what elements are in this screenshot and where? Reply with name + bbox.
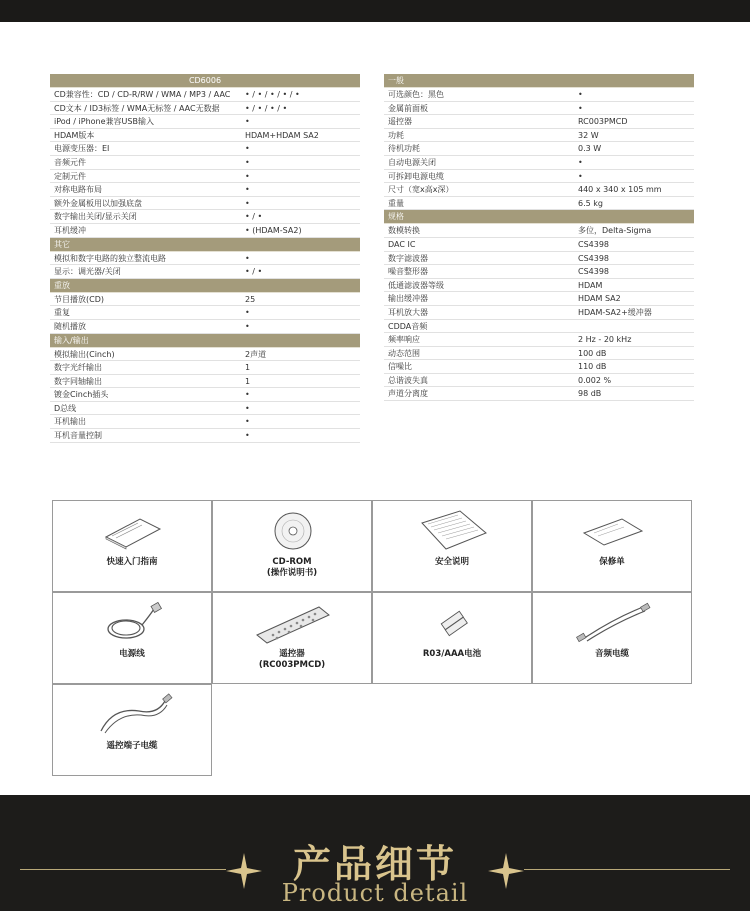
spec-label: iPod / iPhone兼容USB输入	[54, 117, 154, 127]
spec-value: 98 dB	[578, 389, 602, 399]
spec-row	[50, 415, 360, 429]
spec-row	[50, 402, 360, 416]
spec-label: 额外金属板用以加强底盘	[54, 198, 142, 208]
spec-label: 耳机输出	[54, 417, 86, 427]
spec-label: 信噪比	[388, 362, 412, 372]
remote-control-icon	[253, 601, 333, 645]
spec-value: • / •	[245, 267, 263, 277]
spec-value: 110 dB	[578, 362, 607, 372]
spec-row	[384, 333, 694, 347]
spec-row	[384, 265, 694, 279]
spec-row	[384, 102, 694, 116]
spec-table-left	[50, 74, 360, 443]
spec-label: 可选颜色：黑色	[388, 90, 444, 99]
spec-label: D总线	[54, 403, 77, 413]
spec-row	[50, 102, 360, 116]
spec-value: RC003PMCD	[578, 117, 628, 127]
spec-label: 数字光纤输出	[54, 363, 102, 373]
spec-value: 0.3 W	[578, 144, 602, 154]
spec-label: 节目播放(CD)	[54, 294, 104, 304]
spec-value: HDAM+HDAM SA2	[245, 130, 319, 140]
spec-row	[384, 224, 694, 238]
spec-value: CS4398	[578, 239, 610, 249]
spec-value: 25	[245, 294, 256, 304]
spec-label: 电源变压器：EI	[54, 144, 110, 154]
spec-label: 模拟和数字电路的独立整流电路	[54, 253, 166, 263]
spec-value: 1	[245, 363, 251, 373]
accessory-cell	[372, 592, 532, 684]
spec-row	[384, 306, 694, 320]
spec-label: CD文本 / ID3标签 / WMA无标签 / AAC无数据	[54, 103, 220, 113]
spec-value: •	[245, 253, 250, 263]
spec-row	[384, 183, 694, 197]
spec-row	[50, 129, 360, 143]
spec-row	[384, 156, 694, 170]
accessory-label: CD-ROM (操作说明书)	[266, 557, 318, 578]
spec-value: •	[245, 431, 250, 441]
banner-title: 产品细节	[292, 842, 457, 886]
accessory-cell	[212, 500, 372, 592]
spec-row	[50, 293, 360, 307]
spec-value: •	[245, 198, 250, 208]
accessories-grid	[52, 500, 692, 776]
spec-row	[50, 306, 360, 320]
spec-label: 低通滤波器等级	[388, 280, 444, 290]
spec-row	[50, 115, 360, 129]
spec-label: 显示：调光器/关闭	[54, 267, 121, 277]
spec-row	[50, 224, 360, 238]
rows-other	[50, 252, 360, 279]
spec-label: 声道分离度	[388, 389, 428, 399]
spec-label: 耳机缓冲	[54, 225, 86, 235]
spec-label: 数字滤波器	[388, 253, 428, 263]
rows-playback	[50, 293, 360, 334]
spec-value: •	[245, 171, 250, 181]
spec-row	[50, 388, 360, 402]
spec-label: 音频元件	[54, 157, 86, 167]
top-dark-band	[0, 0, 750, 22]
rows-io	[50, 348, 360, 443]
spec-row	[384, 129, 694, 143]
section-header-specs: 规格	[384, 210, 694, 224]
accessory-label: R03/AAA电池	[422, 649, 482, 659]
power-cord-icon	[93, 601, 173, 645]
spec-row	[384, 252, 694, 266]
spec-label: 耳机放大器	[388, 307, 428, 317]
spec-label: 数模转换	[388, 226, 420, 236]
spec-value: • / • / • / •	[245, 103, 288, 113]
accessory-label: 遥控端子电缆	[106, 741, 158, 751]
product-detail-banner	[0, 795, 750, 911]
spec-label: 尺寸（宽x高x深）	[388, 185, 454, 195]
spec-value: •	[578, 90, 583, 99]
spec-label: 模拟输出(Cinch)	[54, 349, 115, 359]
spec-row	[384, 197, 694, 211]
spec-row	[384, 292, 694, 306]
spec-label: CD兼容性：CD / CD-R/RW / WMA / MP3 / AAC	[54, 90, 231, 99]
spec-label: 自动电源关闭	[388, 157, 436, 167]
spec-value: CS4398	[578, 253, 610, 263]
spec-row	[50, 252, 360, 266]
spec-value: HDAM SA2	[578, 294, 621, 304]
section-header-general: 一般	[384, 74, 694, 88]
spec-row	[384, 320, 694, 334]
section-header-io: 输入/输出	[50, 334, 360, 348]
spec-value: •	[245, 157, 250, 167]
spec-row	[50, 429, 360, 443]
spec-value: HDAM-SA2+缓冲器	[578, 307, 652, 317]
accessory-cell	[52, 684, 212, 776]
spec-value: 0.002 %	[578, 375, 612, 385]
accessory-cell	[52, 592, 212, 684]
accessory-label: 安全说明	[434, 557, 469, 567]
spec-row	[50, 210, 360, 224]
spec-value: •	[245, 117, 250, 127]
spec-label: CDDA音频	[388, 321, 428, 331]
audio-cable-icon	[573, 601, 653, 645]
quick-guide-icon	[93, 509, 173, 553]
spec-row	[50, 156, 360, 170]
spec-value	[578, 320, 694, 333]
spec-row	[50, 142, 360, 156]
spec-label: 金属前面板	[388, 103, 428, 113]
rows-general	[384, 88, 694, 210]
spec-table-right	[384, 74, 694, 401]
spec-label: 遥控器	[388, 117, 412, 127]
spec-row	[50, 320, 360, 334]
spec-label: 数字输出关闭/显示关闭	[54, 212, 137, 222]
spec-value: HDAM	[578, 280, 603, 290]
spec-label: 待机功耗	[388, 144, 420, 154]
spec-label: 对称电路布局	[54, 185, 102, 195]
spec-row	[50, 183, 360, 197]
spec-value: • (HDAM-SA2)	[245, 225, 302, 235]
spec-label: 随机播放	[54, 321, 86, 331]
spec-value: •	[245, 321, 250, 331]
banner-subtitle: Product detail	[281, 879, 469, 907]
spec-value: 1	[245, 376, 251, 386]
spec-label: DAC IC	[388, 239, 416, 249]
spec-label: 功耗	[388, 130, 404, 140]
spec-row	[50, 88, 360, 102]
spec-row	[384, 279, 694, 293]
spec-row	[384, 142, 694, 156]
spec-value: 100 dB	[578, 348, 607, 358]
spec-row	[384, 115, 694, 129]
spec-row	[384, 374, 694, 388]
spec-label: 频率响应	[388, 335, 420, 345]
accessory-label: 快速入门指南	[106, 557, 158, 567]
spec-value: CS4398	[578, 267, 610, 277]
rows-specs	[384, 224, 694, 401]
spec-value: •	[245, 417, 250, 427]
spec-label: 镀金Cinch插头	[54, 390, 109, 400]
accessory-label: 保修单	[599, 557, 625, 567]
spec-value: •	[578, 157, 583, 167]
remote-cable-icon	[93, 693, 173, 737]
accessory-cell	[372, 500, 532, 592]
accessory-cell	[532, 592, 692, 684]
spec-value: •	[245, 403, 250, 413]
spec-value: •	[245, 390, 250, 400]
accessory-cell	[212, 592, 372, 684]
spec-value: •	[245, 308, 250, 318]
accessory-cell	[52, 500, 212, 592]
spec-label: 输出缓冲器	[388, 294, 428, 304]
rows-features	[50, 88, 360, 238]
spec-value: 2声道	[245, 349, 267, 359]
spec-row	[384, 238, 694, 252]
spec-label: 定制元件	[54, 171, 86, 181]
spec-label: 可拆卸电源电缆	[388, 171, 444, 181]
spec-row	[50, 375, 360, 389]
accessory-label: 音频电缆	[594, 649, 629, 659]
spec-value: 440 x 340 x 105 mm	[578, 185, 662, 195]
model-header: CD6006	[50, 74, 360, 88]
spec-row	[50, 348, 360, 362]
spec-value: •	[245, 144, 250, 154]
spec-value: 多位，Delta-Sigma	[578, 226, 652, 236]
spec-value: •	[578, 171, 583, 181]
spec-label: 重量	[388, 198, 404, 208]
spec-value: • / • / • / • / •	[245, 90, 300, 99]
accessory-label: 电源线	[119, 649, 145, 659]
spec-row	[50, 361, 360, 375]
spec-label: 噪音整形器	[388, 267, 428, 277]
section-header-playback: 重放	[50, 279, 360, 293]
spec-row	[384, 387, 694, 401]
spec-value: 6.5 kg	[578, 198, 603, 208]
spec-label: HDAM版本	[54, 130, 95, 140]
spec-row	[50, 197, 360, 211]
warranty-card-icon	[573, 509, 653, 553]
spec-value: •	[578, 103, 583, 113]
spec-row	[384, 170, 694, 184]
battery-icon	[413, 601, 493, 645]
spec-label: 动态范围	[388, 348, 420, 358]
spec-row	[384, 347, 694, 361]
spec-row	[50, 265, 360, 279]
spec-label: 数字同轴输出	[54, 376, 102, 386]
spec-value: 2 Hz - 20 kHz	[578, 335, 632, 345]
accessory-label: 遥控器 (RC003PMCD)	[258, 649, 326, 670]
spec-label: 总谐波失真	[388, 375, 428, 385]
safety-sheet-icon	[413, 509, 493, 553]
spec-row	[384, 360, 694, 374]
section-header-other: 其它	[50, 238, 360, 252]
spec-label: 重复	[54, 308, 70, 318]
spec-label: 耳机音量控制	[54, 431, 102, 441]
spec-row	[50, 170, 360, 184]
spec-value: • / •	[245, 212, 263, 222]
cd-rom-icon	[253, 509, 333, 553]
accessory-cell	[532, 500, 692, 592]
spec-value: 32 W	[578, 130, 599, 140]
spec-row	[384, 88, 694, 102]
spec-value: •	[245, 185, 250, 195]
